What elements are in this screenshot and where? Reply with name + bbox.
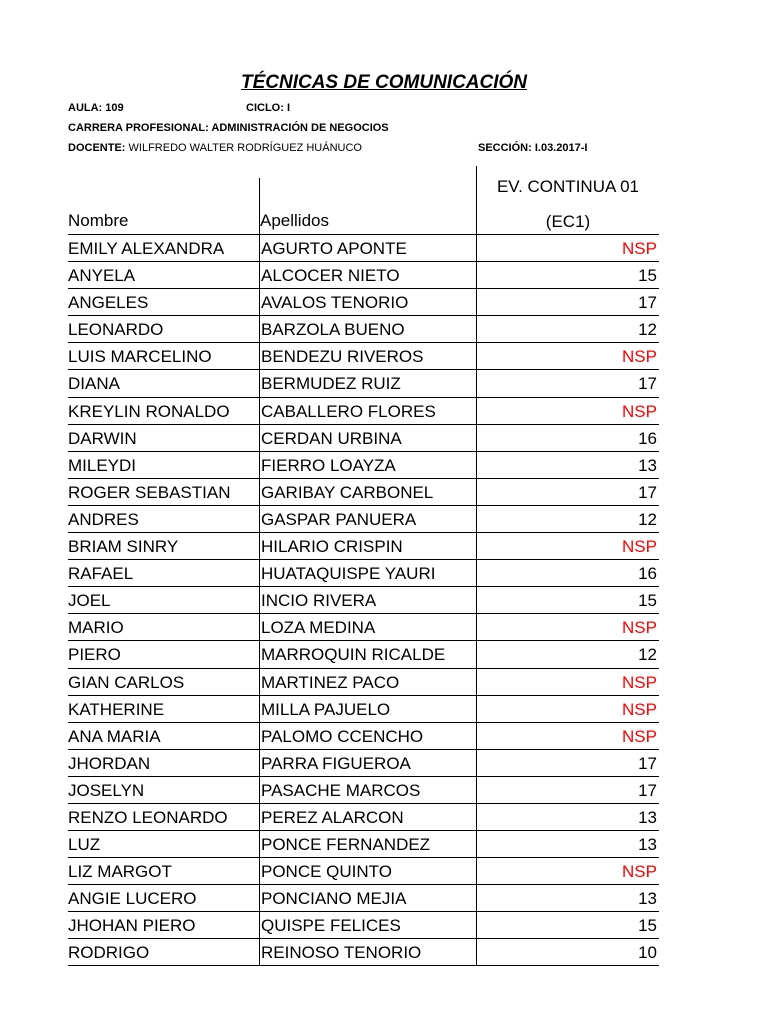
ec1-cell: 13: [476, 885, 658, 912]
table-row: [68, 613, 659, 640]
table-row: [68, 857, 659, 884]
nombre-cell: ROGER SEBASTIAN: [68, 482, 231, 502]
apellidos-cell: MILLA PAJUELO: [259, 696, 390, 723]
nombre-cell: ANDRES: [68, 509, 139, 529]
carrera-label: CARRERA PROFESIONAL: ADMINISTRACIÓN DE NEGOCIOS: [68, 122, 389, 134]
column-header-ec1-line1: EV. CONTINUA 01: [496, 177, 640, 196]
ec1-cell: NSP: [476, 343, 658, 370]
apellidos-cell: ALCOCER NIETO: [259, 262, 400, 289]
page-title: TÉCNICAS DE COMUNICACIÓN: [240, 72, 528, 93]
nombre-cell: DARWIN: [68, 428, 137, 448]
table-row: [68, 830, 659, 857]
table-row: [68, 505, 659, 532]
nombre-cell: KATHERINE: [68, 699, 165, 719]
apellidos-cell: FIERRO LOAYZA: [259, 452, 396, 479]
table-row: [68, 695, 659, 722]
ec1-cell: 13: [476, 452, 658, 479]
apellidos-cell: PASACHE MARCOS: [259, 777, 420, 804]
nombre-cell: DIANA: [68, 374, 120, 394]
apellidos-cell: INCIO RIVERA: [259, 587, 376, 614]
column-header-ec1-line2: (EC1): [545, 212, 591, 231]
apellidos-cell: LOZA MEDINA: [259, 614, 375, 641]
nombre-cell: ANA MARIA: [68, 726, 161, 746]
ec1-cell: NSP: [476, 723, 658, 750]
apellidos-cell: MARROQUIN RICALDE: [259, 641, 445, 668]
nombre-cell: LIZ MARGOT: [68, 862, 172, 882]
nombre-cell: JHORDAN: [68, 753, 151, 773]
nombre-cell: JOEL: [68, 591, 111, 611]
ec1-cell: 10: [476, 939, 658, 966]
nombre-cell: LUZ: [68, 835, 101, 855]
ec1-cell: 17: [476, 289, 658, 316]
apellidos-cell: BERMUDEZ RUIZ: [259, 370, 401, 397]
nombre-cell: EMILY ALEXANDRA: [68, 239, 225, 258]
apellidos-cell: GASPAR PANUERA: [259, 506, 416, 533]
table-row: [68, 640, 659, 667]
apellidos-cell: REINOSO TENORIO: [259, 939, 421, 966]
table-row: [68, 586, 659, 613]
table-row: [68, 668, 659, 695]
table-row: [68, 424, 659, 451]
apellidos-cell: CABALLERO FLORES: [259, 398, 436, 425]
ec1-cell: NSP: [476, 858, 658, 885]
ec1-cell: 17: [476, 370, 658, 397]
docente-label: DOCENTE:: [68, 142, 126, 154]
nombre-cell: MILEYDI: [68, 455, 137, 475]
ec1-cell: 17: [476, 777, 658, 804]
table-row: [68, 722, 659, 749]
table-row: [68, 342, 659, 369]
ec1-cell: 12: [476, 641, 658, 668]
ec1-cell: NSP: [476, 614, 658, 641]
ec1-cell: 17: [476, 750, 658, 777]
apellidos-cell: QUISPE FELICES: [259, 912, 401, 939]
ciclo-label: CICLO: I: [246, 102, 290, 114]
ec1-cell: 15: [476, 587, 658, 614]
apellidos-cell: BARZOLA BUENO: [259, 316, 405, 343]
nombre-cell: GIAN CARLOS: [68, 672, 185, 692]
apellidos-cell: AVALOS TENORIO: [259, 289, 408, 316]
table-row: [68, 938, 659, 965]
nombre-cell: MARIO: [68, 618, 124, 638]
docente-line: [68, 142, 362, 154]
nombre-cell: LUIS MARCELINO: [68, 347, 212, 367]
table-row: [68, 559, 659, 586]
apellidos-cell: HILARIO CRISPIN: [259, 533, 403, 560]
ec1-cell: 15: [476, 912, 658, 939]
table-row: [68, 451, 659, 478]
apellidos-cell: HUATAQUISPE YAURI: [259, 560, 435, 587]
table-row: [68, 911, 659, 938]
table-row: [68, 315, 659, 342]
ec1-cell: NSP: [476, 669, 658, 696]
table-row: [68, 749, 659, 776]
ec1-cell: 12: [476, 506, 658, 533]
table-row: [68, 261, 659, 288]
apellidos-cell: AGURTO APONTE: [259, 235, 407, 262]
apellidos-cell: MARTINEZ PACO: [259, 669, 399, 696]
table-row: [68, 803, 659, 830]
nombre-cell: RODRIGO: [68, 943, 150, 963]
nombre-cell: RAFAEL: [68, 564, 134, 584]
column-header-apellidos: Apellidos: [260, 211, 329, 230]
nombre-cell: ANGIE LUCERO: [68, 889, 197, 909]
column-header-nombre: Nombre: [68, 211, 129, 230]
apellidos-cell: GARIBAY CARBONEL: [259, 479, 433, 506]
nombre-cell: ANGELES: [68, 293, 149, 313]
apellidos-cell: PONCIANO MEJIA: [259, 885, 406, 912]
ec1-cell: NSP: [476, 398, 658, 425]
nombre-cell: JOSELYN: [68, 780, 145, 800]
table-row: [68, 532, 659, 559]
ec1-cell: 16: [476, 560, 658, 587]
student-table: [68, 234, 659, 966]
table-row: [68, 776, 659, 803]
table-row: [68, 478, 659, 505]
ec1-cell: 12: [476, 316, 658, 343]
apellidos-cell: PONCE QUINTO: [259, 858, 392, 885]
nombre-cell: BRIAM SINRY: [68, 537, 179, 557]
table-row: [68, 884, 659, 911]
table-row: [68, 234, 659, 261]
nombre-cell: RENZO LEONARDO: [68, 807, 228, 827]
aula-label: AULA: 109: [68, 102, 124, 114]
nombre-cell: KREYLIN RONALDO: [68, 401, 230, 421]
apellidos-cell: PALOMO CCENCHO: [259, 723, 423, 750]
apellidos-cell: CERDAN URBINA: [259, 425, 402, 452]
table-row: [68, 369, 659, 396]
nombre-cell: LEONARDO: [68, 320, 164, 340]
ec1-cell: 13: [476, 804, 658, 831]
ec1-cell: 16: [476, 425, 658, 452]
ec1-cell: NSP: [476, 696, 658, 723]
ec1-cell: NSP: [476, 533, 658, 560]
nombre-cell: JHOHAN PIERO: [68, 916, 196, 936]
ec1-cell: 17: [476, 479, 658, 506]
apellidos-cell: PONCE FERNANDEZ: [259, 831, 430, 858]
table-row: [68, 288, 659, 315]
apellidos-cell: PEREZ ALARCON: [259, 804, 404, 831]
table-row: [68, 397, 659, 424]
apellidos-cell: BENDEZU RIVEROS: [259, 343, 423, 370]
apellidos-cell: PARRA FIGUEROA: [259, 750, 411, 777]
nombre-cell: ANYELA: [68, 266, 136, 286]
ec1-cell: 13: [476, 831, 658, 858]
nombre-cell: PIERO: [68, 645, 121, 665]
ec1-cell: 15: [476, 262, 658, 289]
seccion-label: SECCIÓN: I.03.2017-I: [478, 142, 588, 154]
docente-name: WILFREDO WALTER RODRÍGUEZ HUÁNUCO: [128, 142, 362, 154]
ec1-cell: NSP: [476, 235, 658, 262]
